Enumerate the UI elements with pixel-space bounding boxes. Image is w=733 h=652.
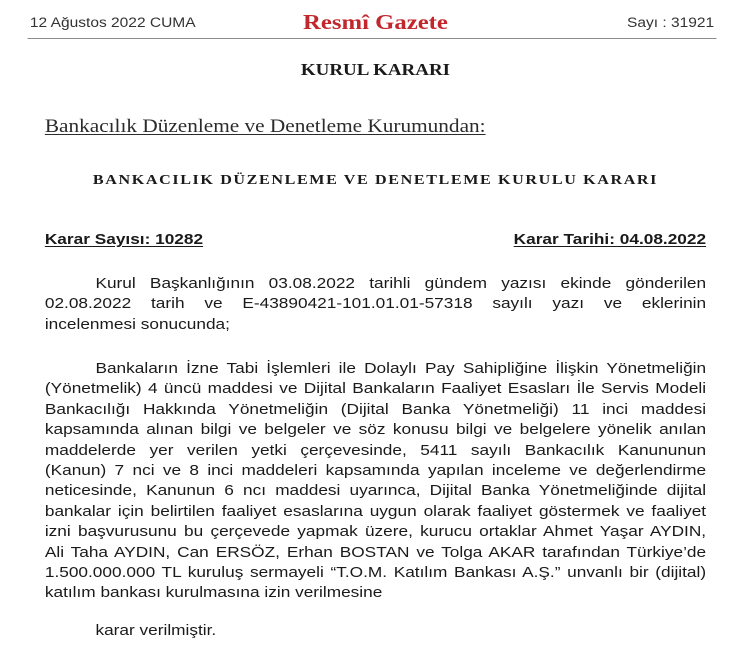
paragraph-decision bbox=[45, 359, 706, 604]
paragraph-line: Kurul Başkanlığının 03.08.2022 tarihli gündem yazısı ekinde gönderilen bbox=[95, 275, 707, 292]
gazette-title: Resmî Gazete bbox=[303, 10, 448, 34]
paragraph-line: katılım bankası kurulmasına izin verilmesine bbox=[44, 584, 383, 602]
paragraph-line: (Yönetmelik) 4 üncü maddesi ve Dijital Bankaların Faaliyet Esasları İle Servis Modeli bbox=[44, 380, 707, 398]
paragraph-line: izni başvurusunu bu çerçevede yapmak üzere, kurucu ortaklar Ahmet Yaşar AYDIN, bbox=[44, 523, 707, 541]
paragraph-line: Bankaların İzne Tabi İşlemleri ile Dolaylı Pay Sahipliğine İlişkin Yönetmeliğin bbox=[95, 360, 707, 377]
paragraph-line: Bankacılığı Hakkında Yönetmeliğin (Dijital Banka Yönetmeliği) 11 inci maddesi bbox=[44, 400, 707, 418]
paragraph-line: incelenmesi sonucunda; bbox=[44, 315, 230, 333]
issuing-institution: Bankacılık Düzenleme ve Denetleme Kurumundan: bbox=[44, 117, 486, 137]
header-divider bbox=[28, 38, 717, 39]
decision-meta bbox=[45, 231, 706, 249]
paragraph-line: 02.08.2022 tarih ve E-43890421-101.01.01-57318 sayılı yazı ve eklerinin bbox=[44, 295, 707, 313]
paragraph-line: 1.500.000.000 TL kuruluş sermayeli “T.O.M. Katılım Bankası A.Ş.” unvanlı bir (dijital) bbox=[44, 564, 707, 582]
paragraph-preamble bbox=[45, 274, 706, 335]
paragraph-line: Ali Taha AYDIN, Can ERSÖZ, Erhan BOSTAN ve Tolga AKAR tarafından Türkiye’de bbox=[44, 543, 707, 561]
decision-date: Karar Tarihi: 04.08.2022 bbox=[513, 231, 707, 248]
paragraph-line: kapsamında alınan bilgi ve belgeler ve söz konusu bilgi ve belgelere yönelik anılan bbox=[44, 421, 707, 439]
paragraph-line: neticesinde, Kanunun 6 ncı maddesi uyarınca, Dijital Banka Yönetmeliğinde dijital bbox=[44, 482, 707, 500]
issue-number: Sayı : 31921 bbox=[626, 15, 715, 30]
paragraph-line: maddelerde yer verilen yetki çerçevesinde, 5411 sayılı Bankacılık Kanununun bbox=[44, 441, 707, 459]
decision-number: Karar Sayısı: 10282 bbox=[44, 231, 204, 248]
section-title: KURUL KARARI bbox=[300, 60, 451, 79]
paragraph-line: bankalar için belirtilen faaliyet esaslarına uygun olarak faaliyet göstermek ve faaliyet bbox=[44, 502, 707, 520]
decision-title: BANKACILIK DÜZENLEME VE DENETLEME KURULU KARARI bbox=[92, 173, 659, 188]
issue-date: 12 Ağustos 2022 CUMA bbox=[29, 15, 196, 30]
paragraph-line: (Kanun) 7 nci ve 8 inci maddeleri kapsamında yapılan inceleme ve değerlendirme bbox=[44, 462, 707, 480]
closing-line: karar verilmiştir. bbox=[95, 622, 217, 639]
